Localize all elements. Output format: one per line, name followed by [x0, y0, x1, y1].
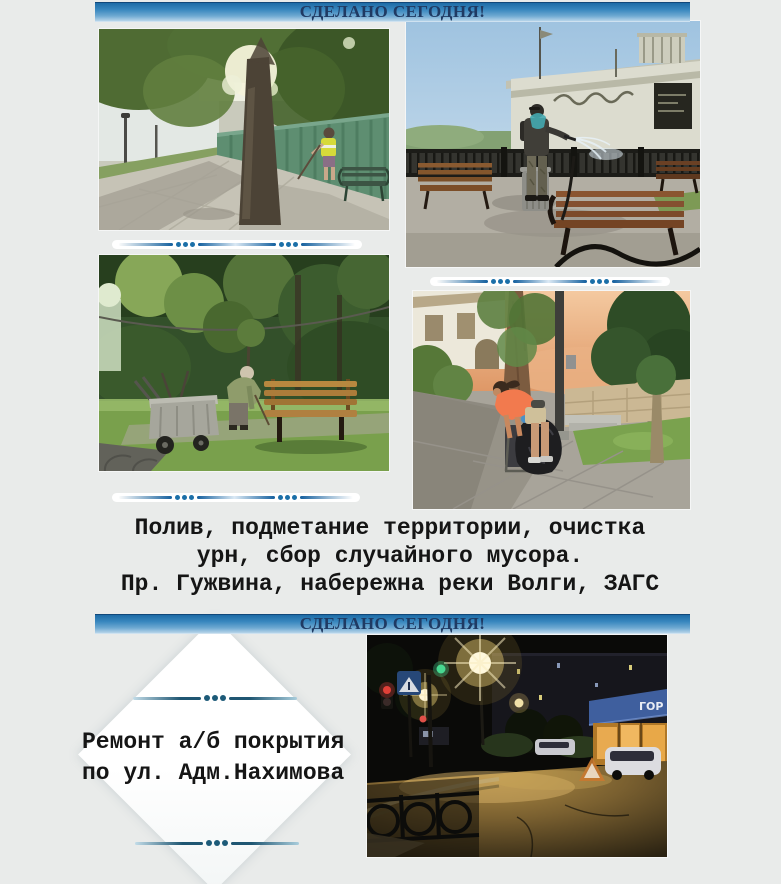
caption-line-3: Пр. Гужвина, набережна реки Волги, ЗАГС — [120, 571, 660, 597]
repair-caption — [82, 727, 344, 789]
divider-ornament — [430, 277, 670, 286]
caption-line-2: урн, сбор случайного мусора. — [196, 543, 584, 569]
photo-sweeping-sidewalk — [99, 29, 389, 230]
caption-line-1: Полив, подметание территории, очистка — [134, 515, 646, 541]
photo-park-cart — [99, 255, 389, 471]
shop-sign-text: ГОР — [639, 700, 664, 713]
photo-night-street — [367, 635, 667, 857]
banner-done-today-bottom — [95, 614, 690, 634]
photo-watering-embankment — [406, 21, 700, 267]
photo-litter-collection — [413, 291, 690, 509]
repair-line-1: Ремонт а/б покрытия — [82, 729, 345, 755]
banner-bottom-label: СДЕЛАНО СЕГОДНЯ! — [299, 614, 486, 633]
divider-ornament — [133, 695, 297, 701]
divider-ornament — [135, 840, 299, 846]
maintenance-caption — [50, 514, 730, 598]
repair-line-2: по ул. Адм.Нахимова — [82, 760, 345, 786]
divider-ornament — [112, 493, 360, 502]
banner-done-today-top — [95, 2, 690, 22]
divider-ornament — [112, 240, 362, 249]
banner-top-label: СДЕЛАНО СЕГОДНЯ! — [299, 2, 486, 21]
